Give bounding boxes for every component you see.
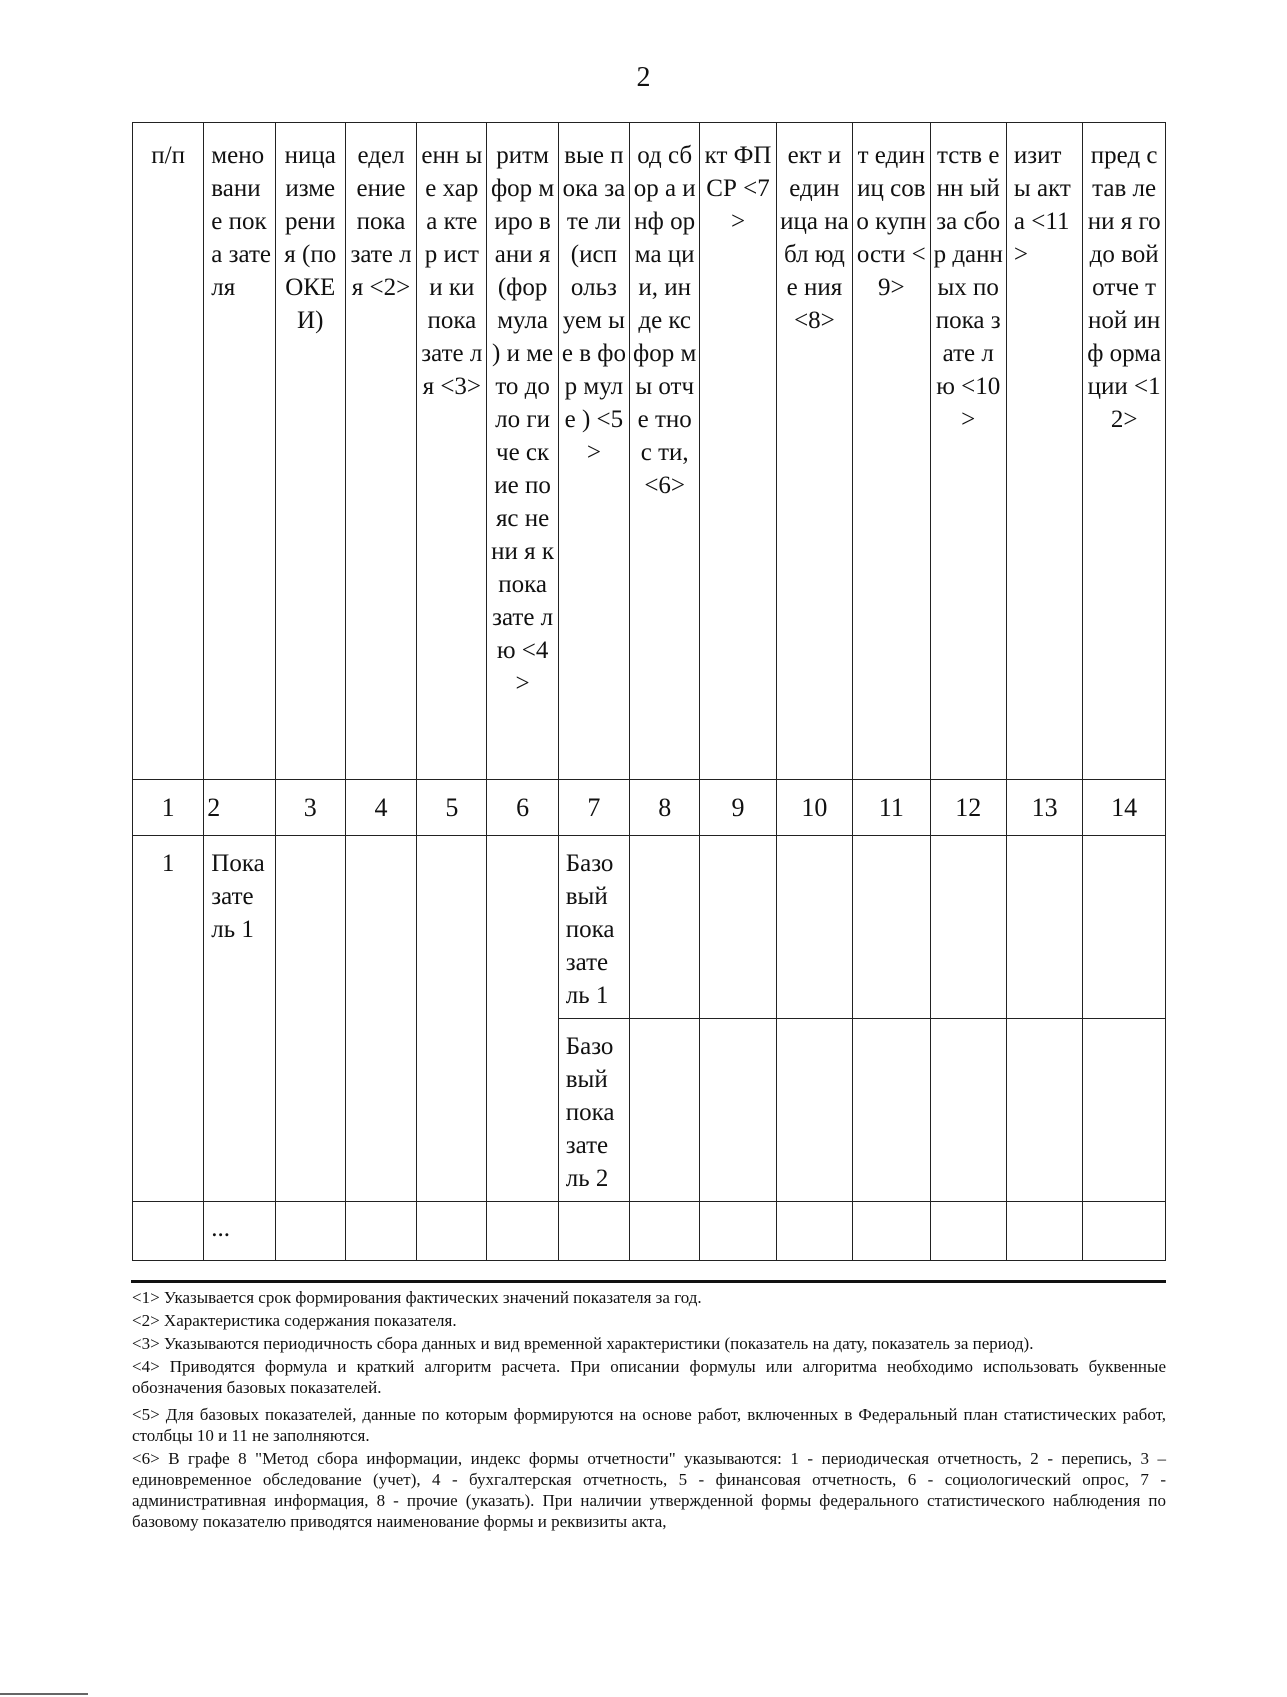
indicator-table bbox=[132, 122, 1166, 1261]
table-cell bbox=[1006, 1202, 1082, 1261]
header-cell: едел ение пока зате ля <2> bbox=[345, 123, 416, 780]
header-cell: п/п bbox=[133, 123, 204, 780]
table-cell bbox=[630, 1019, 700, 1202]
table-cell bbox=[776, 836, 852, 1019]
table-cell bbox=[700, 1202, 776, 1261]
column-number: 3 bbox=[275, 780, 345, 836]
table-cell bbox=[1083, 1019, 1166, 1202]
table-cell bbox=[930, 1019, 1006, 1202]
header-cell: вые пока зате ли (исп ольз уем ые в фор муле ) <5> bbox=[558, 123, 629, 780]
column-number: 14 bbox=[1083, 780, 1166, 836]
column-number: 13 bbox=[1006, 780, 1082, 836]
footnote: <1> Указывается срок формирования фактических значений показателя за год. bbox=[132, 1288, 702, 1307]
table-cell bbox=[630, 1202, 700, 1261]
header-cell: изит ы акта <11> bbox=[1006, 123, 1082, 780]
footnote: <6> В графе 8 "Метод сбора информации, индекс формы отчетности" указываются: 1 - периодическая отчетность, 2 - перепись, 3 – единовременное обследование (учет), 4 - бухгалтерская отчетность, 5 - финансовая отчетность, 6 - социологический опрос, 7 - административная информация, 8 - прочие (указать). При наличии утвержденной формы федерального статистического наблюдения по базовому показателю приводятся наименование формы и реквизиты акта, bbox=[132, 1449, 1166, 1531]
table-cell bbox=[345, 836, 416, 1202]
ellipsis-cell: ... bbox=[204, 1202, 275, 1261]
table-cell bbox=[930, 1202, 1006, 1261]
footnote: <2> Характеристика содержания показателя. bbox=[132, 1311, 457, 1330]
table-cell bbox=[558, 1202, 629, 1261]
column-number: 4 bbox=[345, 780, 416, 836]
table-cell bbox=[417, 1202, 487, 1261]
page-number: 2 bbox=[636, 62, 651, 93]
header-cell: ект и един ица набл юде ния <8> bbox=[776, 123, 852, 780]
column-number: 8 bbox=[630, 780, 700, 836]
footnote: <4> Приводятся формула и краткий алгоритм расчета. При описании формулы или алгоритма необходимо использовать буквенные обозначения базовых показателей. bbox=[132, 1357, 1166, 1397]
table-cell bbox=[487, 836, 558, 1202]
column-number: 7 bbox=[558, 780, 629, 836]
scan-edge-line bbox=[0, 1693, 88, 1695]
footnote: <3> Указываются периодичность сбора данных и вид временной характеристики (показатель на дату, показатель за период). bbox=[132, 1334, 1034, 1353]
table-cell bbox=[776, 1019, 852, 1202]
table-cell bbox=[776, 1202, 852, 1261]
table-cell bbox=[1083, 1202, 1166, 1261]
table-header-row bbox=[133, 123, 1166, 780]
table-cell bbox=[487, 1202, 558, 1261]
table-cell bbox=[1006, 1019, 1082, 1202]
table-cell bbox=[417, 836, 487, 1202]
table-cell bbox=[1083, 836, 1166, 1019]
table-cell bbox=[700, 1019, 776, 1202]
table-row bbox=[133, 1202, 1166, 1261]
footnote-divider bbox=[131, 1280, 1166, 1283]
column-number: 2 bbox=[204, 780, 275, 836]
base-indicator: Базо вый пока зате ль 1 bbox=[558, 836, 629, 1019]
column-number: 11 bbox=[853, 780, 930, 836]
table-cell bbox=[853, 836, 930, 1019]
column-number: 1 bbox=[133, 780, 204, 836]
table-row bbox=[133, 836, 1166, 1019]
base-indicator: Базо вый пока зате ль 2 bbox=[558, 1019, 629, 1202]
header-cell: пред став лени я годо вой отче тной инф орма ции <12> bbox=[1083, 123, 1166, 780]
table-cell bbox=[345, 1202, 416, 1261]
column-number: 6 bbox=[487, 780, 558, 836]
header-cell: мено вани е пока зате ля bbox=[204, 123, 275, 780]
header-cell: од сбор а инф орма ции, инде кс фор мы отче тнос ти, <6> bbox=[630, 123, 700, 780]
column-number: 12 bbox=[930, 780, 1006, 836]
table-cell bbox=[700, 836, 776, 1019]
header-cell: ница изме рени я (по ОКЕ И) bbox=[275, 123, 345, 780]
footnote: <5> Для базовых показателей, данные по которым формируются на основе работ, включенных в Федеральный план статистических работ, столбцы 10 и 11 не заполняются. bbox=[132, 1405, 1166, 1445]
table-cell bbox=[275, 836, 345, 1202]
header-cell: ритм фор миро вани я (фор мула ) и мето доло гиче ские пояс нени я к пока зате лю <4> bbox=[487, 123, 558, 780]
table-cell bbox=[275, 1202, 345, 1261]
table-cell bbox=[930, 836, 1006, 1019]
table-cell bbox=[1006, 836, 1082, 1019]
header-cell: кт ФП СР <7> bbox=[700, 123, 776, 780]
table-cell bbox=[853, 1202, 930, 1261]
table-cell bbox=[853, 1019, 930, 1202]
table-cell bbox=[630, 836, 700, 1019]
footnotes bbox=[132, 1287, 1166, 1534]
header-cell: тств енн ый за сбор данн ых по пока зате лю <10> bbox=[930, 123, 1006, 780]
column-number: 10 bbox=[776, 780, 852, 836]
header-cell: т един иц сово купн ости <9> bbox=[853, 123, 930, 780]
column-number: 5 bbox=[417, 780, 487, 836]
header-cell: енн ые хара ктер исти ки пока зате ля <3> bbox=[417, 123, 487, 780]
column-number: 9 bbox=[700, 780, 776, 836]
column-number-row bbox=[133, 780, 1166, 836]
row-index: 1 bbox=[133, 836, 204, 1202]
indicator-name: Пока зате ль 1 bbox=[204, 836, 275, 1202]
table-cell bbox=[133, 1202, 204, 1261]
